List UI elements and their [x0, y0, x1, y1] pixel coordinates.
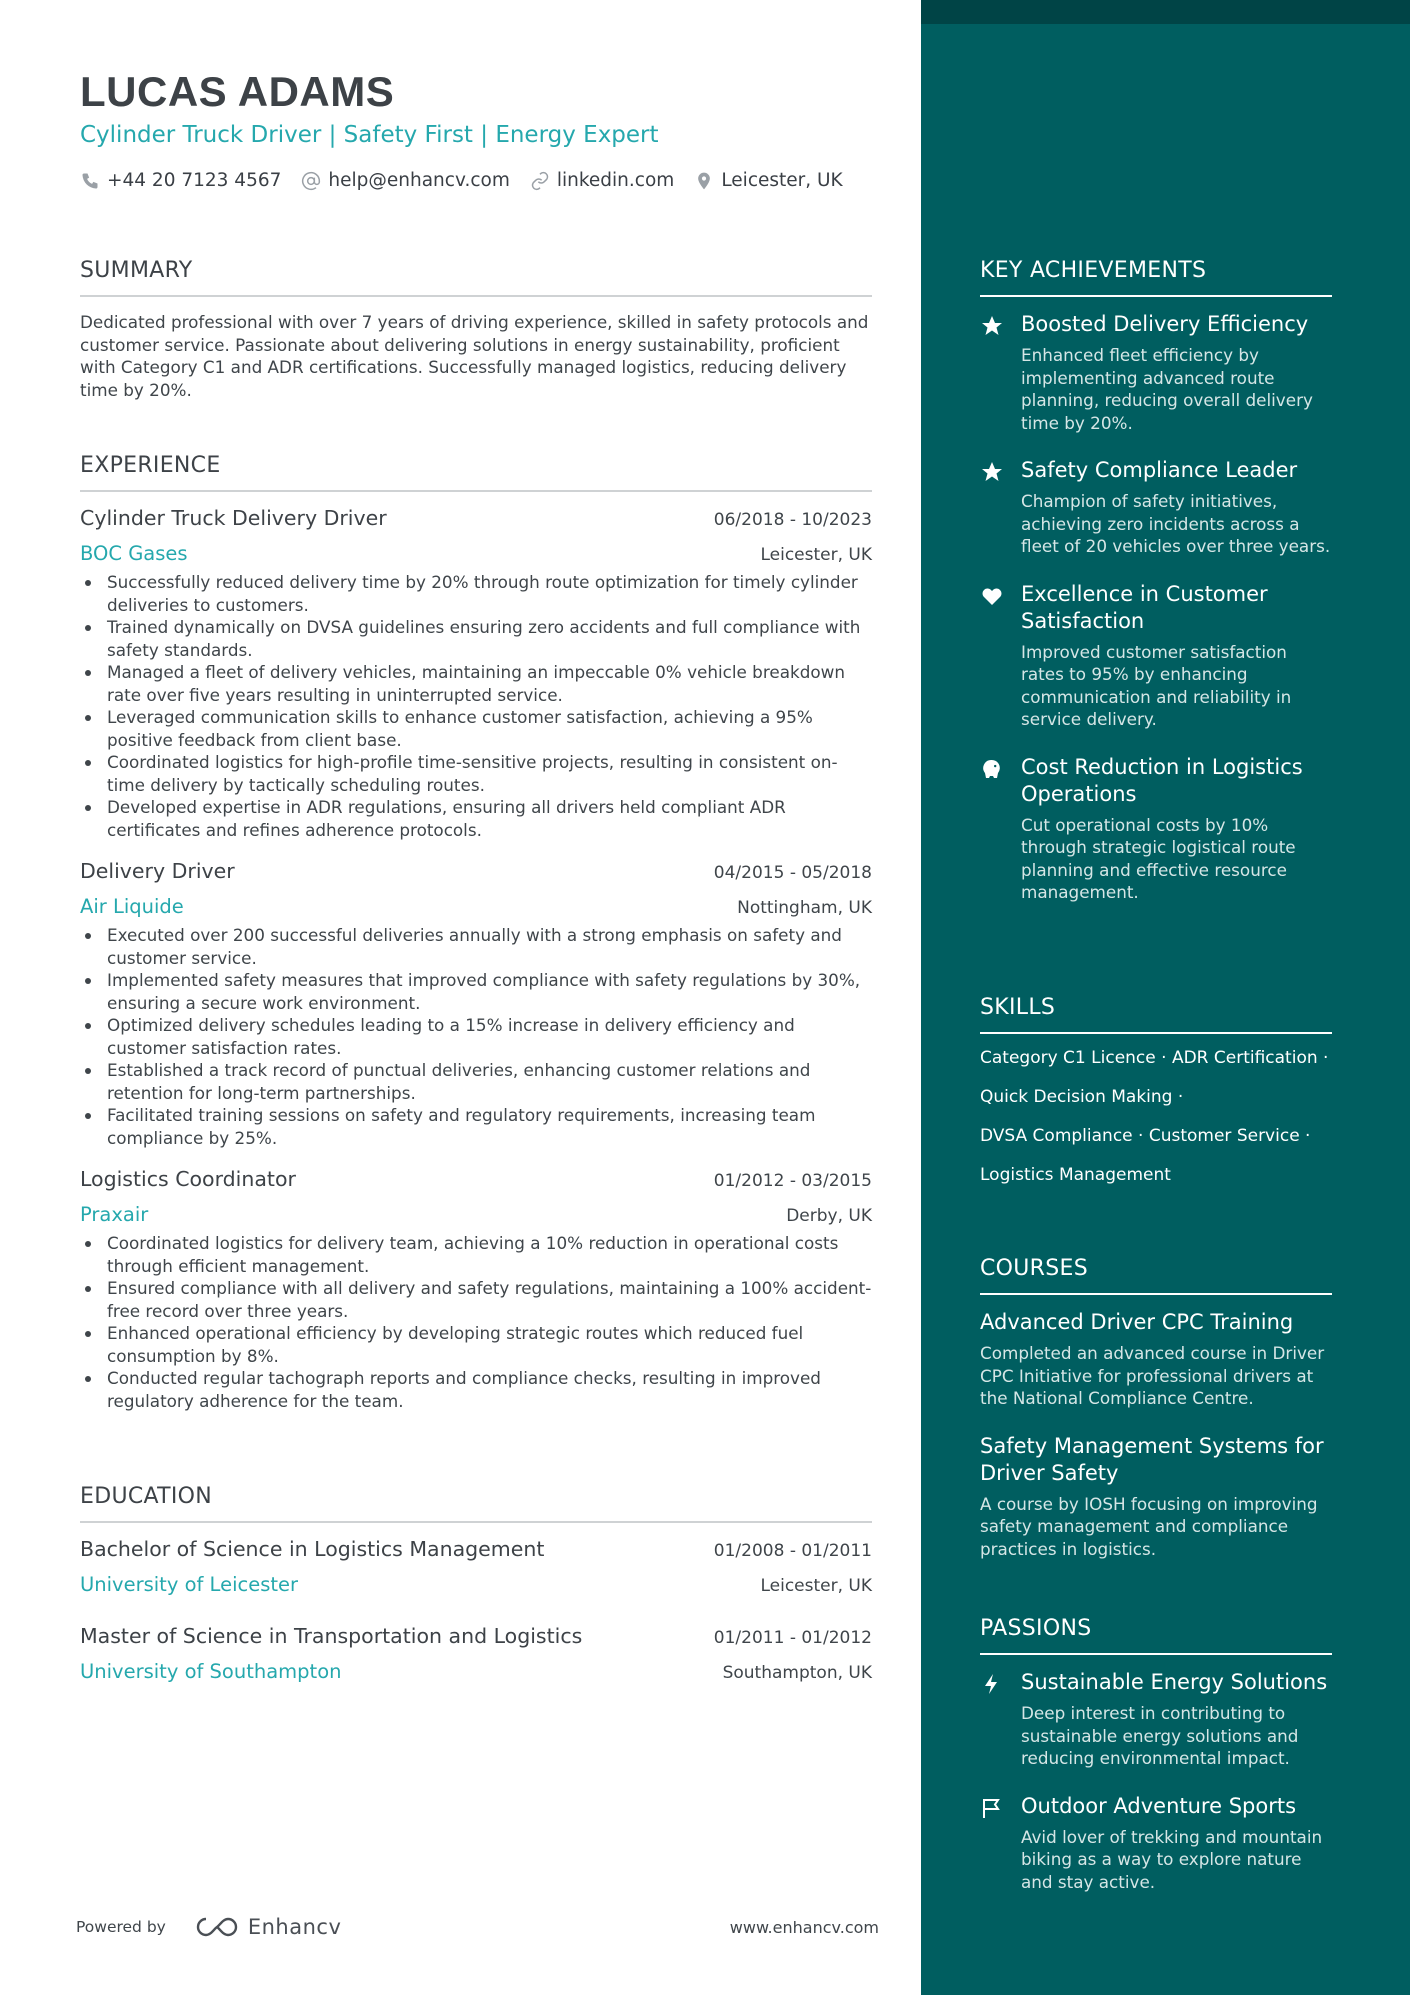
sidebar-top-band [921, 0, 1410, 24]
enhancv-wordmark: Enhancv [247, 1915, 342, 1939]
education-section [80, 1484, 872, 1683]
job-date: 06/2018 - 10/2023 [713, 510, 872, 530]
powered-by-label: Powered by [76, 1918, 166, 1936]
bullet-item: Conducted regular tachograph reports and compliance checks, resulting in improved regulatory adherence for the team. [107, 1367, 872, 1412]
job-bullets [80, 924, 872, 1149]
job-entry [80, 506, 872, 841]
achievement-item [980, 754, 1332, 904]
courses-section [980, 1256, 1332, 1560]
passion-item [980, 1669, 1332, 1770]
job-entry [80, 859, 872, 1149]
powered-by[interactable] [76, 1915, 341, 1939]
education-heading: EDUCATION [80, 1484, 872, 1523]
bullet-item: Implemented safety measures that improved compliance with safety regulations by 30%, ensuring a secure work environment. [107, 969, 872, 1014]
job-company: Air Liquide [80, 895, 184, 918]
bullet-item: Executed over 200 successful deliveries annually with a strong emphasis on safety and customer service. [107, 924, 872, 969]
course-desc: A course by IOSH focusing on improving safety management and compliance practices in logistics. [980, 1493, 1318, 1559]
passion-desc: Deep interest in contributing to sustainable energy solutions and reducing environmental impact. [1021, 1703, 1299, 1768]
education-entry [80, 1537, 872, 1596]
job-bullets [80, 1232, 872, 1412]
summary-text: Dedicated professional with over 7 years of driving experience, skilled in safety protocols and customer service. Passionate about delivering solutions in energy sustainability, proficient with Category C1 and ADR certifications. Successfully managed logistics, reducing delivery time by 20%. [80, 312, 869, 400]
job-title: Logistics Coordinator [80, 1167, 296, 1191]
course-item [980, 1433, 1332, 1561]
job-company: BOC Gases [80, 542, 188, 565]
job-entry [80, 1167, 872, 1412]
job-location: Leicester, UK [760, 545, 872, 565]
achievement-title: Boosted Delivery Efficiency [1021, 312, 1309, 336]
skills-section [980, 995, 1332, 1202]
degree: Master of Science in Transportation and Logistics [80, 1624, 583, 1648]
link-icon [530, 171, 550, 191]
education-date: 01/2008 - 01/2011 [713, 1541, 872, 1561]
job-location: Derby, UK [786, 1206, 872, 1226]
achievement-desc: Cut operational costs by 10% through strategic logistical route planning and effective resource management. [1021, 814, 1296, 902]
course-desc: Completed an advanced course in Driver CPC Initiative for professional drivers at the National Compliance Centre. [980, 1343, 1325, 1408]
achievement-title: Cost Reduction in Logistics Operations [1021, 754, 1303, 806]
course-title: Advanced Driver CPC Training [980, 1310, 1294, 1334]
contact-linkedin-text: linkedin.com [556, 170, 675, 191]
skills-list [980, 1046, 1332, 1202]
degree: Bachelor of Science in Logistics Management [80, 1537, 545, 1561]
bullet-item: Managed a fleet of delivery vehicles, maintaining an impeccable 0% vehicle breakdown rate over five years resulting in uninterrupted service. [107, 661, 872, 706]
passion-desc: Avid lover of trekking and mountain biking as a way to explore nature and stay active. [1021, 1826, 1323, 1892]
bullet-item: Established a track record of punctual deliveries, enhancing customer relations and retention for long-term partnerships. [107, 1059, 872, 1104]
bullet-item: Developed expertise in ADR regulations, ensuring all drivers held compliant ADR certificates and refines adherence protocols. [107, 796, 872, 841]
passions-heading: PASSIONS [980, 1616, 1332, 1655]
flag-icon [980, 1796, 1004, 1820]
website-link[interactable]: www.enhancv.com [729, 1917, 879, 1937]
candidate-name: LUCAS ADAMS [80, 68, 395, 115]
education-date: 01/2011 - 01/2012 [713, 1628, 872, 1648]
achievement-desc: Improved customer satisfaction rates to 95% by enhancing communication and reliability in service delivery. [1021, 641, 1292, 729]
summary-section [80, 258, 872, 401]
job-bullets [80, 571, 872, 841]
experience-section [80, 453, 872, 1412]
skill-line: Category C1 Licence · ADR Certification · [980, 1048, 1329, 1068]
job-company: Praxair [80, 1203, 149, 1226]
job-title: Cylinder Truck Delivery Driver [80, 506, 387, 530]
star-icon [980, 314, 1004, 338]
summary-heading: SUMMARY [80, 258, 872, 297]
courses-heading: COURSES [980, 1256, 1332, 1295]
bullet-item: Ensured compliance with all delivery and safety regulations, maintaining a 100% accident-free record over three years. [107, 1278, 872, 1321]
achievement-title: Safety Compliance Leader [1021, 458, 1298, 482]
achievement-item [980, 311, 1332, 434]
achievements-section [980, 258, 1332, 904]
contact-location-text: Leicester, UK [721, 170, 843, 191]
passion-title: Outdoor Adventure Sports [1021, 1793, 1297, 1818]
contact-linkedin[interactable] [530, 170, 674, 191]
passion-title: Sustainable Energy Solutions [1021, 1670, 1328, 1694]
achievement-item [980, 457, 1332, 558]
job-date: 01/2012 - 03/2015 [713, 1171, 872, 1191]
bullet-item: Trained dynamically on DVSA guidelines ensuring zero accidents and full compliance with safety standards. [107, 616, 872, 661]
contact-email[interactable] [301, 170, 509, 191]
achievements-heading: KEY ACHIEVEMENTS [980, 258, 1332, 297]
education-location: Southampton, UK [722, 1663, 872, 1683]
achievement-desc: Champion of safety initiatives, achieving zero incidents across a fleet of 20 vehicles over three years. [1021, 491, 1331, 556]
passions-section [980, 1616, 1332, 1893]
contact-phone[interactable] [80, 170, 281, 191]
bullet-item: Facilitated training sessions on safety and regulatory requirements, increasing team compliance by 25%. [107, 1104, 872, 1149]
job-date: 04/2015 - 05/2018 [713, 863, 872, 883]
piggy-bank-icon [980, 757, 1004, 781]
achievement-item [980, 581, 1332, 731]
contact-email-text: help@enhancv.com [328, 170, 510, 191]
bullet-item: Enhanced operational efficiency by developing strategic routes which reduced fuel consumption by 8%. [107, 1322, 872, 1367]
skills-heading: SKILLS [980, 995, 1332, 1034]
school: University of Southampton [80, 1660, 342, 1683]
enhancv-logo [194, 1915, 342, 1939]
contact-bar [80, 170, 863, 191]
bullet-item: Leveraged communication skills to enhance customer satisfaction, achieving a 95% positive feedback from client base. [107, 706, 872, 751]
school: University of Leicester [80, 1573, 299, 1596]
education-entry [80, 1624, 872, 1683]
at-icon [301, 171, 321, 191]
skill-line: DVSA Compliance · Customer Service · [980, 1126, 1311, 1146]
location-pin-icon [694, 171, 714, 191]
bullet-item: Coordinated logistics for delivery team, achieving a 10% reduction in operational costs through efficient management. [107, 1232, 872, 1277]
job-location: Nottingham, UK [737, 898, 872, 918]
course-title: Safety Management Systems for Driver Safety [980, 1433, 1324, 1485]
lightning-icon [980, 1672, 1004, 1696]
bullet-item: Optimized delivery schedules leading to a 15% increase in delivery efficiency and customer satisfaction rates. [107, 1014, 872, 1059]
star-icon [980, 460, 1004, 484]
job-title: Delivery Driver [80, 859, 235, 883]
contact-phone-text: +44 20 7123 4567 [107, 170, 282, 191]
bullet-item: Coordinated logistics for high-profile time-sensitive projects, resulting in consistent on-time delivery by tactically scheduling routes. [107, 751, 872, 796]
passion-item [980, 1793, 1332, 1894]
phone-icon [80, 171, 100, 191]
enhancv-logo-icon [194, 1915, 240, 1939]
skill-line: Logistics Management [980, 1165, 1171, 1185]
course-item [980, 1309, 1332, 1410]
headline: Cylinder Truck Driver | Safety First | Energy Expert [80, 122, 659, 148]
bullet-item: Successfully reduced delivery time by 20% through route optimization for timely cylinder deliveries to customers. [107, 571, 872, 616]
contact-location [694, 170, 842, 191]
sidebar [921, 0, 1410, 1995]
achievement-title: Excellence in Customer Satisfaction [1021, 581, 1268, 633]
education-location: Leicester, UK [760, 1576, 872, 1596]
heart-icon [980, 584, 1004, 608]
achievement-desc: Enhanced fleet efficiency by implementing advanced route planning, reducing overall delivery time by 20%. [1021, 345, 1313, 433]
experience-heading: EXPERIENCE [80, 453, 872, 492]
footer [76, 1915, 879, 1939]
skill-line: Quick Decision Making · [980, 1087, 1184, 1107]
